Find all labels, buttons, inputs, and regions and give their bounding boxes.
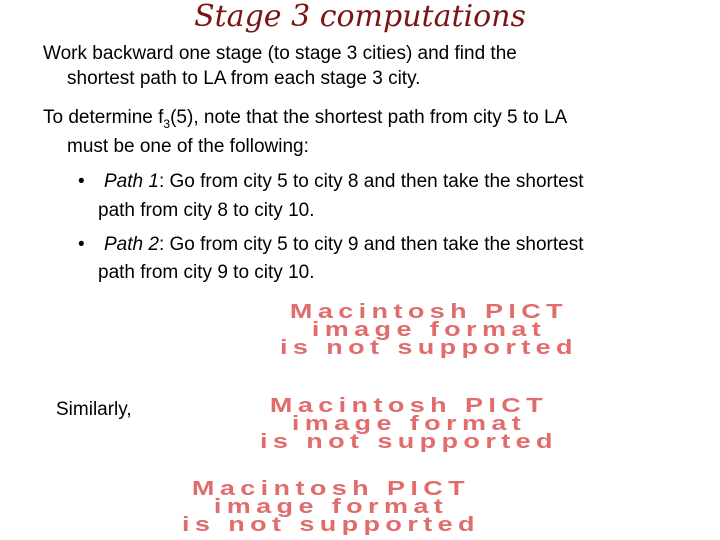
pict-placeholder-1-line-3: is not supported bbox=[280, 337, 578, 359]
pict-placeholder-3-line-1: Macintosh PICT bbox=[191, 478, 471, 500]
pict-placeholder-1 bbox=[190, 303, 668, 357]
bullet-2-line-1 bbox=[78, 233, 583, 257]
pict-placeholder-1-line-2: image format bbox=[311, 319, 547, 341]
pict-placeholder-2-line-3: is not supported bbox=[260, 431, 558, 453]
paragraph-2-line-1 bbox=[43, 106, 567, 136]
bullet-1-marker: • bbox=[78, 171, 85, 192]
pict-placeholder-2-line-2: image format bbox=[291, 413, 527, 435]
pict-placeholder-2 bbox=[170, 397, 648, 451]
bullet-1-line-1 bbox=[78, 170, 583, 194]
bullet-1-line-2: path from city 8 to city 10. bbox=[98, 200, 315, 221]
similarly-label: Similarly, bbox=[56, 399, 132, 420]
slide-title: Stage 3 computations bbox=[194, 0, 526, 34]
paragraph-2-text-b: (5), note that the shortest path from city 5 to LA bbox=[170, 107, 568, 128]
paragraph-1-line-1: Work backward one stage (to stage 3 cities) and find the bbox=[43, 43, 517, 64]
pict-placeholder-3-line-2: image format bbox=[213, 496, 449, 518]
bullet-2-marker: • bbox=[78, 234, 85, 255]
bullet-2-text: : Go from city 5 to city 9 and then take the shortest bbox=[158, 234, 584, 255]
paragraph-2-text-a: To determine f bbox=[43, 107, 164, 128]
pict-placeholder-2-line-1: Macintosh PICT bbox=[269, 395, 549, 417]
bullet-1-label: Path 1 bbox=[104, 171, 159, 192]
paragraph-2-subscript: 3 bbox=[163, 116, 171, 131]
pict-placeholder-1-line-1: Macintosh PICT bbox=[289, 301, 569, 323]
paragraph-2-line-2: must be one of the following: bbox=[67, 136, 309, 157]
bullet-2-label: Path 2 bbox=[104, 234, 159, 255]
bullet-2-line-2: path from city 9 to city 10. bbox=[98, 262, 315, 283]
paragraph-1-line-2: shortest path to LA from each stage 3 city. bbox=[67, 68, 421, 89]
pict-placeholder-3-line-3: is not supported bbox=[182, 514, 480, 536]
pict-placeholder-3 bbox=[92, 480, 570, 534]
bullet-1-text: : Go from city 5 to city 8 and then take the shortest bbox=[158, 171, 584, 192]
